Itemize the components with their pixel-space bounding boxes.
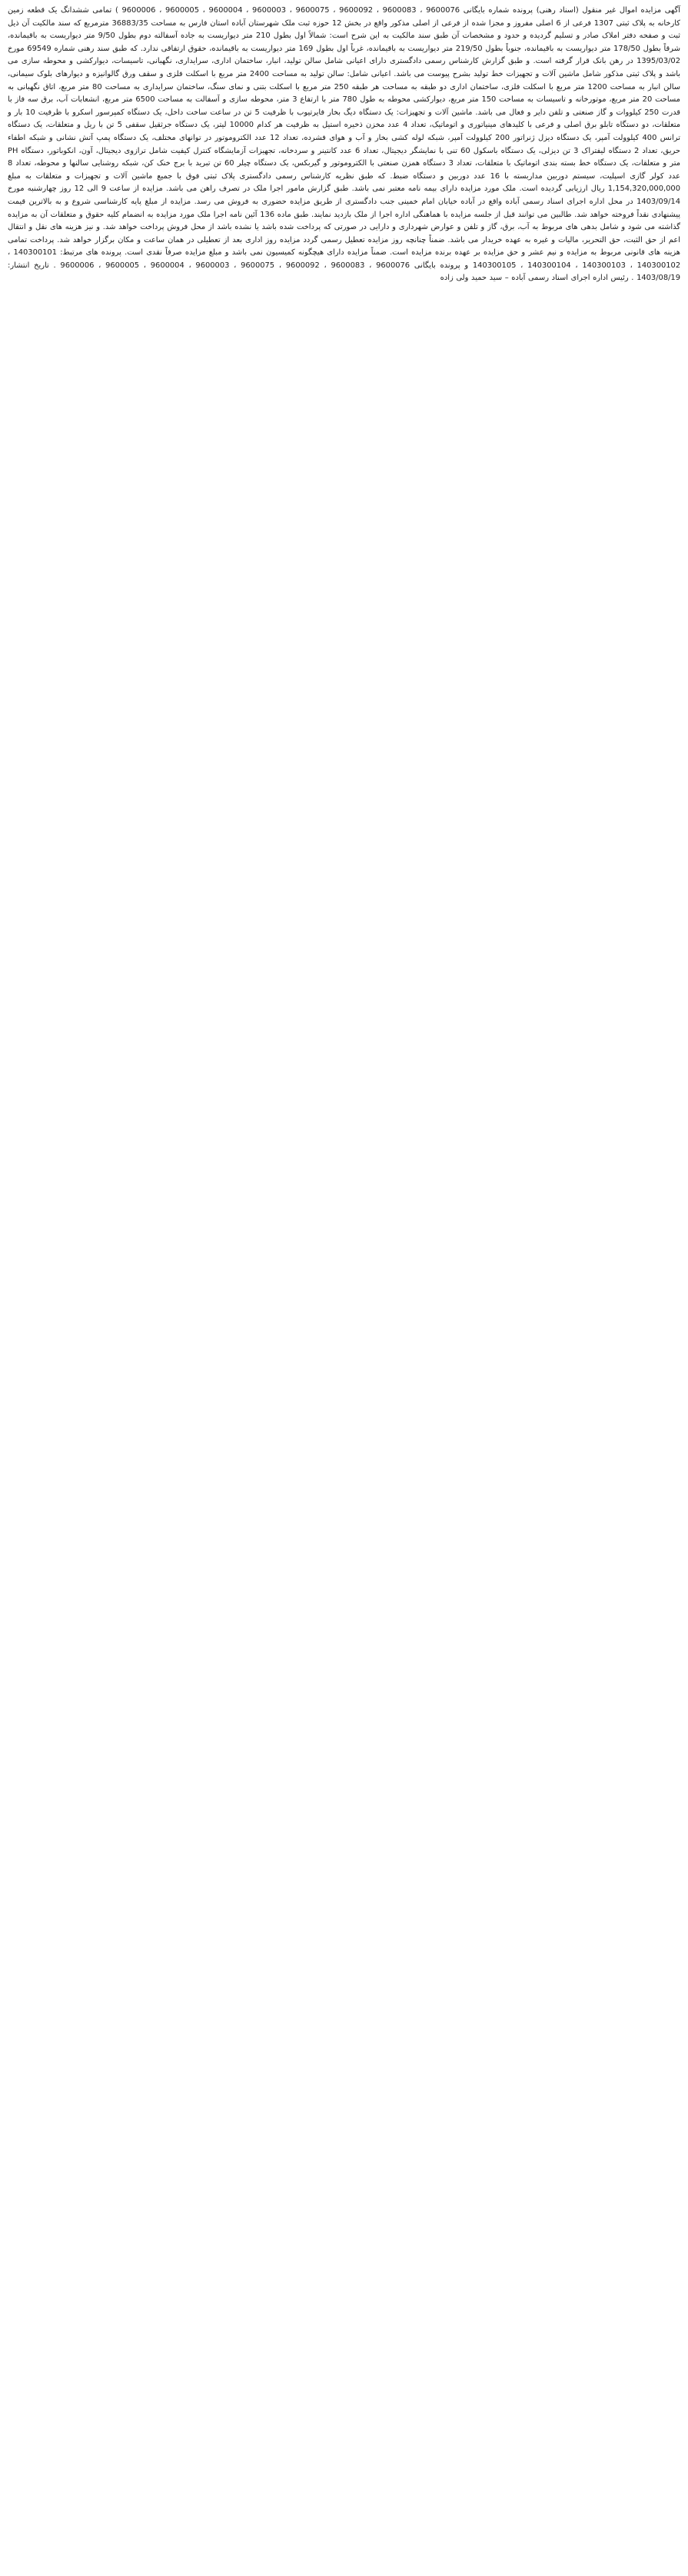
notice-paragraph-3: ماشین آلات و تجهیزات: یک دستگاه دیگ بخار فایرتیوب با ظرفیت 5 تن در ساعت ساخت داخل، یک دستگاه کمپرسور اسکرو با ظرفیت 10 بار و متعلقات، دو دستگاه تابلو برق اصلی و فرعی با کلیدهای مینیاتوری و اتوماتیک، تعداد 4 عدد مخزن ذخیره استیل به ظرفیت هر کدام 10000 لیتر، یک دستگاه جرثقیل سقفی 5 تن با ریل و متعلقات، یک دستگاه ترانس 400 کیلوولت آمپر، یک دستگاه دیزل ژنراتور 200 کیلوولت آمپر، شبکه لوله کشی بخار و آب و هوای فشرده، تعداد 12 عدد الکتروموتور در توانهای مختلف، یک دستگاه پمپ آتش نشانی و شبکه اطفاء حریق، تعداد 2 دستگاه لیفتراک 3 تن دیزلی، یک دستگاه باسکول 60 تنی با نمایشگر دیجیتال، تعداد 6 عدد کانتینر و سردخانه، تجهیزات آزمایشگاه کنترل کیفیت شامل ترازوی دیجیتال، آون، انکوباتور، دستگاه PH متر و متعلقات، یک دستگاه خط بسته بندی اتوماتیک با متعلقات، تعداد 3 دستگاه همزن صنعتی با الکتروموتور و گیربکس، یک دستگاه چیلر 60 تن تبرید با برج خنک کن، شبکه روشنایی سالنها و محوطه، تعداد 8 عدد کولر گازی اسپلیت، سیستم دوربین مداربسته با 16 عدد دوربین و دستگاه ضبط.	[8, 108, 680, 181]
notice-paragraph-6: پرونده های مرتبط: 140300101 ، 140300102 ، 140300103 ، 140300104 ، 140300105 و پرونده بایگانی 9600076 ، 9600083 ، 9600092 ، 9600075 ، 9600003 ، 9600004 ، 9600005 ، 9600006 . تاریخ انتشار: 1403/08/19 . رئیس اداره اجرای اسناد رسمی آباده – سید حمید ولی زاده	[8, 248, 681, 283]
notice-paragraph-4: که طبق نظریه کارشناس رسمی دادگستری پلاک ثبتی فوق با جمیع ماشین آلات و تجهیزات و متعلقات به مبلغ 1,154,320,000,000 ریال ارزیابی گردیده است. ملک مورد مزایده دارای بیمه نامه معتبر نمی باشد. طبق گزارش مامور اجرا ملک در تصرف راهن می باشد. مزایده از ساعت 9 الی 12 روز چهارشنبه مورخ 1403/09/14 در محل اداره اجرای اسناد رسمی آباده واقع در آباده خیابان امام خمینی جنب دادگستری از طریق مزایده حضوری به فروش می رسد. مزایده از مبلغ پایه کارشناسی شروع و به بالاترین قیمت پیشنهادی نقداً فروخته خواهد شد. طالبین می توانند قبل از جلسه مزایده با هماهنگی اداره اجرا از ملک بازدید نمایند.	[8, 171, 680, 219]
notice-paragraph-2: اعیانی شامل: سالن تولید به مساحت 2400 متر مربع با اسکلت فلزی و سقف ورق گالوانیزه و دیوارهای بلوک سیمانی، سالن انبار به مساحت 1200 متر مربع با اسکلت فلزی، ساختمان اداری دو طبقه به مساحت هر طبقه 250 متر مربع با اسکلت بتنی و نمای سنگ، ساختمان سرایداری به مساحت 80 متر مربع، اتاق نگهبانی به مساحت 20 متر مربع، موتورخانه و تاسیسات به مساحت 150 متر مربع، دیوارکشی محوطه به طول 780 متر با ارتفاع 3 متر، محوطه سازی و آسفالت به مساحت 6500 متر مربع، انشعابات آب، برق سه فاز با قدرت 250 کیلووات و گاز صنعتی و تلفن دایر و فعال می باشد.	[8, 69, 680, 117]
notice-paragraph-1: آگهی مزایده اموال غیر منقول (اسناد رهنی) پرونده شماره بایگانی 9600076 ، 9600083 ، 9600092 ، 9600075 ، 9600003 ، 9600004 ، 9600005 ، 9600006 ) تمامی ششدانگ یک قطعه زمین کارخانه به پلاک ثبتی 1307 فرعی از 6 اصلی مفروز و مجزا شده از فرعی از اصلی مذکور واقع در بخش 12 حوزه ثبت ملک شهرستان آباده استان فارس به مساحت 36883/35 مترمربع که سند مالکیت آن ذیل ثبت و صفحه دفتر املاک صادر و تسلیم گردیده و حدود و مشخصات آن طبق سند مالکیت به این شرح است: شمالاً اول بطول 210 متر دیواریست به جاده آسفالته دوم بطول 9/50 متر دیواریست به باقیمانده، شرقاً بطول 178/50 متر دیواریست به باقیمانده، جنوباً بطول 219/50 متر دیواریست به باقیمانده، غرباً اول بطول 169 متر دیواریست به باقیمانده، حقوق ارتفاقی ندارد. که طبق سند رهنی شماره 69549 مورخ 1395/03/02 در رهن بانک قرار گرفته است. و طبق گزارش کارشناس رسمی دادگستری دارای اعیانی شامل سالن تولید، انبار، ساختمان اداری، سرایداری، نگهبانی، تاسیسات، دیوارکشی و محوطه سازی می باشد و پلاک ثبتی مذکور شامل ماشین آلات و تجهیزات خط تولید بشرح پیوست می باشد.	[8, 6, 681, 78]
notice-page	[0, 0, 688, 293]
auction-notice-text	[8, 5, 680, 285]
notice-paragraph-5: طبق ماده 136 آئین نامه اجرا ملک مورد مزایده به انضمام کلیه حقوق و متعلقات آن به مزایده گذاشته می شود و شامل بدهی های مربوط به آب، برق، گاز و تلفن و عوارض شهرداری و دارایی در صورتی که پرداخت شده باشد یا نشده باشد از محل فروش پرداخت خواهد شد. و نیز هزینه های نقل و انتقال اعم از حق الثبت، حق التحریر، مالیات و غیره به عهده خریدار می باشد. ضمناً چنانچه روز مزایده تعطیل رسمی گردد مزایده روز اداری بعد از تعطیلی در همان ساعت و مکان برگزار خواهد شد. پرداخت تمامی هزینه های قانونی مربوط به مزایده و نیم عشر و حق مزایده بر عهده برنده مزایده است. ضمناً مزایده دارای هیچگونه کمیسیون نمی باشد و مبلغ مزایده صرفاً نقدی است.	[8, 210, 680, 258]
